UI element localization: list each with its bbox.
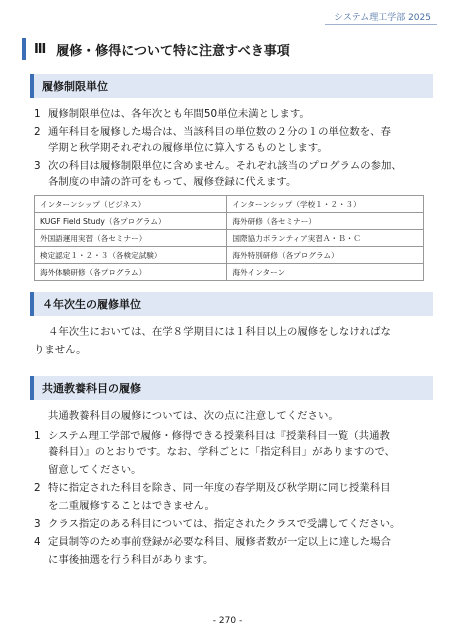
table-cell: 海外体験研修（各プログラム）: [35, 264, 227, 281]
header-rule: [325, 24, 437, 25]
table-row: [35, 247, 424, 264]
list-item-continuation: 学期と秋学期それぞれの履修単位に算入するものとします。: [48, 142, 328, 154]
paragraph-line: りません。: [34, 344, 87, 356]
table-cell: 検定認定１・２・３（各検定試験）: [35, 247, 227, 264]
table-cell: インターンシップ（学校１・２・３）: [227, 196, 424, 213]
table-row: [35, 196, 424, 213]
section-heading-general-education: 共通教養科目の履修: [30, 376, 433, 400]
list-item: 3 次の科目は履修制限単位に含めません。それぞれ該当のプログラムの参加、: [34, 160, 402, 172]
section-heading-fourth-year: ４年次生の履修単位: [30, 292, 433, 316]
list-item: 1 システム理工学部で履修・修得できる授業科目は『授業科目一覧（共通教: [34, 430, 390, 442]
table-row: [35, 230, 424, 247]
paragraph-line: 共通教養科目の履修については、次の点に注意してください。: [48, 410, 339, 422]
table-cell: 海外研修（各セミナー）: [227, 213, 424, 230]
list-item-continuation: 養科目）』のとおりです。なお、学科ごとに「指定科目」がありますので、: [48, 446, 396, 458]
paragraph-line: ４年次生においては、在学８学期目には１科目以上の履修をしなければな: [48, 326, 391, 338]
list-item-continuation: を二重履修することはできません。: [48, 500, 215, 512]
list-item: 3 クラス指定のある科目については、指定されたクラスで受講してください。: [34, 518, 401, 530]
list-item: 1 履修制限単位は、各年次とも年間50単位未満とします。: [34, 108, 310, 120]
section-heading-credit-limit: 履修制限単位: [30, 74, 433, 98]
excluded-courses-table: [34, 195, 424, 281]
list-item-continuation: 留意してください。: [48, 464, 142, 476]
table-row: [35, 213, 424, 230]
chapter-title: 履修・修得について特に注意すべき事項: [56, 43, 290, 59]
list-item: 2 特に指定された科目を除き、同一年度の春学期及び秋学期に同じ授業科目: [34, 482, 391, 494]
table-cell: KUGF Field Study（各プログラム）: [35, 213, 227, 230]
table-cell: インターンシップ（ビジネス）: [35, 196, 227, 213]
list-item: 2 通年科目を履修した場合は、当該科目の単位数の２分の１の単位数を、春: [34, 126, 391, 138]
table-cell: 海外インターン: [227, 264, 424, 281]
chapter-number: Ⅲ: [34, 41, 47, 57]
page-number: - 270 -: [212, 616, 243, 626]
chapter-heading: [22, 38, 433, 60]
table-row: [35, 264, 424, 281]
table-cell: 国際協力ボランティア実習Ａ・Ｂ・Ｃ: [227, 230, 424, 247]
list-item-continuation: 各制度の申請の許可をもって、履修登録に代えます。: [48, 176, 297, 188]
header-tag: システム理工学部 2025: [334, 13, 431, 23]
list-item-continuation: に事後抽選を行う科目があります。: [48, 554, 214, 566]
table-cell: 外国語運用実習（各セミナー）: [35, 230, 227, 247]
table-cell: 海外特別研修（各プログラム）: [227, 247, 424, 264]
list-item: 4 定員制等のため事前登録が必要な科目、履修者数が一定以上に達した場合: [34, 536, 391, 548]
